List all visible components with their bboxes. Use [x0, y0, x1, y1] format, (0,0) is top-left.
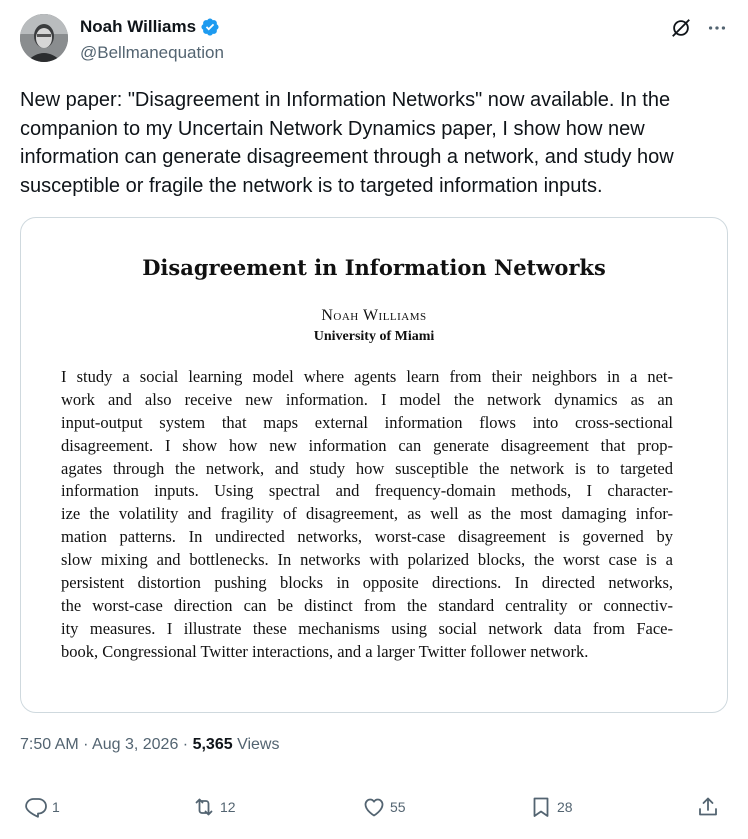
abstract-line: mation patterns. In undirected networks, worst-case disagreement is governed by — [61, 527, 673, 547]
grok-icon[interactable] — [670, 17, 692, 39]
tweet-text: New paper: "Disagreement in Information Networks" now available. In the companion to my Uncertain Network Dynamics paper, I show how new information can generate disagreement through a network, and study how susceptible or fragile the network is to targeted information inputs. — [20, 89, 674, 197]
more-icon[interactable] — [706, 17, 728, 39]
paper-abstract — [61, 366, 673, 664]
repost-count: 12 — [220, 799, 236, 815]
meta-separator: · — [83, 736, 89, 753]
avatar-photo — [20, 14, 68, 62]
abstract-line: agates through the network, and study how susceptible the network is to targeted — [61, 458, 673, 478]
bookmark-count: 28 — [557, 799, 573, 815]
abstract-line: work and also receive new information. I model the network dynamics as an — [61, 389, 673, 409]
share-button[interactable] — [696, 795, 724, 819]
abstract-line: persistent distortion pushing blocks in opposite directions. In directed networks, — [61, 573, 673, 593]
avatar[interactable] — [20, 14, 68, 62]
abstract-line: book, Congressional Twitter interactions, and a larger Twitter follower network. — [61, 641, 589, 661]
meta-separator: · — [182, 736, 189, 753]
paper-author: Noah Williams — [321, 307, 427, 324]
abstract-line: ize the volatility and fragility of disagreement, as well as the most damaging infor- — [61, 504, 673, 524]
tweet-meta — [20, 736, 279, 754]
reply-count: 1 — [52, 799, 60, 815]
abstract-line: I study a social learning model where agents learn from their neighbors in a net- — [61, 367, 673, 386]
paper-title: Disagreement in Information Networks — [142, 255, 606, 280]
author-row — [80, 17, 220, 37]
views-count: 5,365 — [192, 736, 233, 753]
reply-button[interactable] — [24, 795, 60, 819]
abstract-line: disagreement. I show how new information can generate disagreement that prop- — [61, 435, 673, 455]
tweet-time[interactable]: 7:50 AM — [20, 736, 79, 753]
paper-affiliation: University of Miami — [313, 329, 435, 344]
bookmark-icon — [529, 795, 553, 819]
views-label: Views — [237, 736, 280, 753]
repost-icon — [192, 795, 216, 819]
share-icon — [696, 795, 720, 819]
abstract-line: information inputs. Using spectral and frequency-domain methods, I character- — [61, 481, 673, 501]
like-button[interactable] — [362, 795, 406, 819]
abstract-line: slow mixing and bottlenecks. In networks with polarized blocks, the worst case is a — [61, 550, 673, 570]
abstract-line: ity measures. I illustrate these mechanisms using social network data from Face- — [61, 618, 673, 638]
author-handle[interactable]: @Bellmanequation — [80, 43, 224, 62]
paper-image-card[interactable] — [20, 217, 728, 713]
verified-badge-icon[interactable] — [200, 17, 220, 37]
abstract-line: input-output system that maps external information flows into cross-sectional — [61, 412, 673, 432]
repost-button[interactable] — [192, 795, 236, 819]
like-count: 55 — [390, 799, 406, 815]
tweet-date[interactable]: Aug 3, 2026 — [92, 736, 179, 753]
abstract-line: the worst-case direction can be distinct from the standard centrality or connectiv- — [61, 595, 673, 615]
reply-icon — [24, 795, 48, 819]
author-name[interactable]: Noah Williams — [80, 17, 197, 36]
like-icon — [362, 795, 386, 819]
bookmark-button[interactable] — [529, 795, 573, 819]
action-bar — [0, 795, 748, 825]
